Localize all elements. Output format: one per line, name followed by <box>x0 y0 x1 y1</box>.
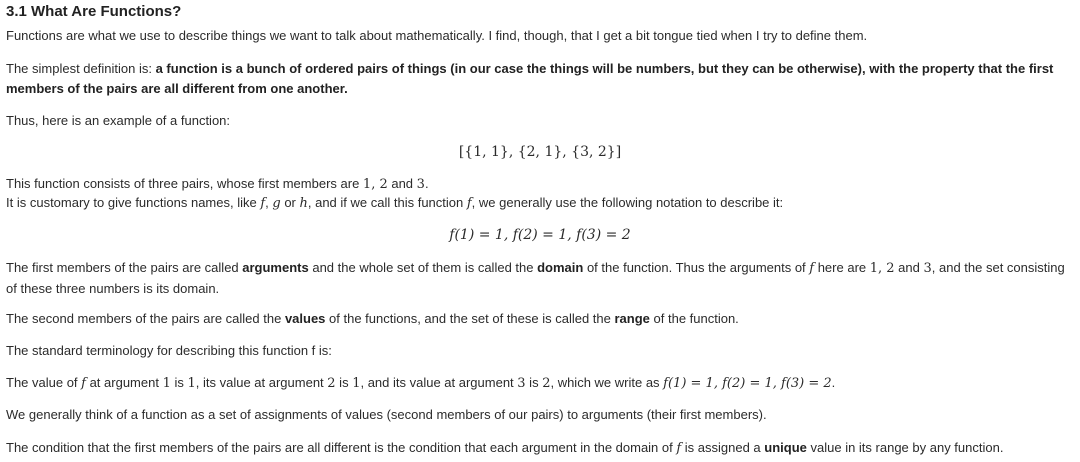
math-arg-1: 1 <box>162 376 171 391</box>
args-text-g: , and the set consisting of these three numbers is its domain. <box>6 260 1065 296</box>
naming-or: or <box>280 195 300 210</box>
math-f-4: f <box>81 376 86 391</box>
paragraph-example-intro <box>6 111 1074 131</box>
math-one-two-2: 1, 2 <box>869 261 895 276</box>
math-f-5: f <box>676 441 682 456</box>
args-text-a: The first members of the pairs are called <box>6 260 243 275</box>
naming-sep: , <box>265 195 273 210</box>
math-arg-3: 3 <box>517 376 526 391</box>
args-text-b: and the whole set of them is called the <box>308 260 538 275</box>
math-val-2: 2 <box>542 376 551 391</box>
definition-prefix: The simplest definition is: <box>6 61 156 76</box>
math-one-two: 1, 2 <box>362 177 388 192</box>
naming-text-a: It is customary to give functions names, like <box>6 195 261 210</box>
value-text-h: is <box>525 375 543 390</box>
math-arg-2: 2 <box>327 376 336 391</box>
math-val-1: 1 <box>187 376 196 391</box>
assignments-text: We generally think of a function as a set of assignments of values (second members of our pairs) to arguments (their first members). <box>6 407 767 422</box>
unique-text-a: The condition that the first members of the pairs are all different is the condition that each argument in the domain of <box>6 440 677 455</box>
value-text-a: The value of <box>6 375 82 390</box>
term-range: range <box>614 311 650 326</box>
naming-text-c: , we generally use the following notation to describe it: <box>471 195 784 210</box>
value-text-i: , which we write as <box>550 375 664 390</box>
values-text-a: The second members of the pairs are called the <box>6 311 285 326</box>
math-g: g <box>272 196 281 211</box>
value-text-g: , and its value at argument <box>360 375 518 390</box>
three-pairs-text-a: This function consists of three pairs, whose first members are <box>6 176 363 191</box>
paragraph-definition <box>6 59 1074 99</box>
paragraph-terminology <box>6 341 1074 361</box>
args-text-e: and <box>894 260 924 275</box>
math-val-1b: 1 <box>352 376 361 391</box>
unique-text-c: value in its range by any function. <box>806 440 1004 455</box>
value-text-b: at argument <box>85 375 163 390</box>
three-pairs-text-b: and <box>387 176 417 191</box>
paragraph-naming <box>6 193 1074 214</box>
value-text-d: , its value at argument <box>195 375 328 390</box>
example-intro-text: Thus, here is an example of a function: <box>6 113 231 128</box>
naming-text-b: , and if we call this function <box>307 195 467 210</box>
three-pairs-text-c: . <box>424 176 429 191</box>
value-text-j: . <box>831 375 836 390</box>
display-equation-notation: f(1) = 1, f(2) = 1, f(3) = 2 <box>449 227 631 243</box>
value-text-c: is <box>170 375 188 390</box>
term-unique: unique <box>764 440 807 455</box>
unique-text-b: is assigned a <box>681 440 765 455</box>
definition-bold: a function is a bunch of ordered pairs of things (in our case the things will be numbers, but they can be otherwise), with the property that the first members of the pairs are all different from one another. <box>6 61 1054 96</box>
paragraph-value-statement <box>6 373 1074 394</box>
math-three-2: 3 <box>923 261 932 276</box>
args-text-d: here are <box>814 260 870 275</box>
paragraph-assignments <box>6 405 1074 425</box>
math-f-3: f <box>809 261 815 276</box>
terminology-text: The standard terminology for describing this function f is: <box>6 343 332 358</box>
document-page <box>6 0 1076 462</box>
section-title: 3.1 What Are Functions? <box>6 3 182 20</box>
math-f-2: f <box>466 196 472 211</box>
values-text-c: of the function. <box>649 311 739 326</box>
term-arguments: arguments <box>242 260 309 275</box>
math-inline-notation: f(1) = 1, f(2) = 1, f(3) = 2 <box>663 376 832 391</box>
value-text-e: is <box>335 375 353 390</box>
paragraph-three-pairs <box>6 174 1074 195</box>
args-text-c: of the function. Thus the arguments of <box>583 260 810 275</box>
math-f: f <box>260 196 266 211</box>
display-equation-pairs: [{1, 1}, {2, 1}, {3, 2}] <box>458 144 622 160</box>
paragraph-arguments-domain <box>6 258 1074 299</box>
paragraph-uniqueness <box>6 438 1074 459</box>
math-three: 3 <box>416 177 425 192</box>
intro-text: Functions are what we use to describe things we want to talk about mathematically. I find, though, that I get a bit tongue tied when I try to define them. <box>6 28 868 43</box>
paragraph-intro <box>6 26 1074 46</box>
math-h: h <box>299 196 308 211</box>
values-text-b: of the functions, and the set of these is called the <box>325 311 615 326</box>
paragraph-values-range <box>6 309 1074 329</box>
term-domain: domain <box>537 260 584 275</box>
term-values: values <box>284 311 326 326</box>
